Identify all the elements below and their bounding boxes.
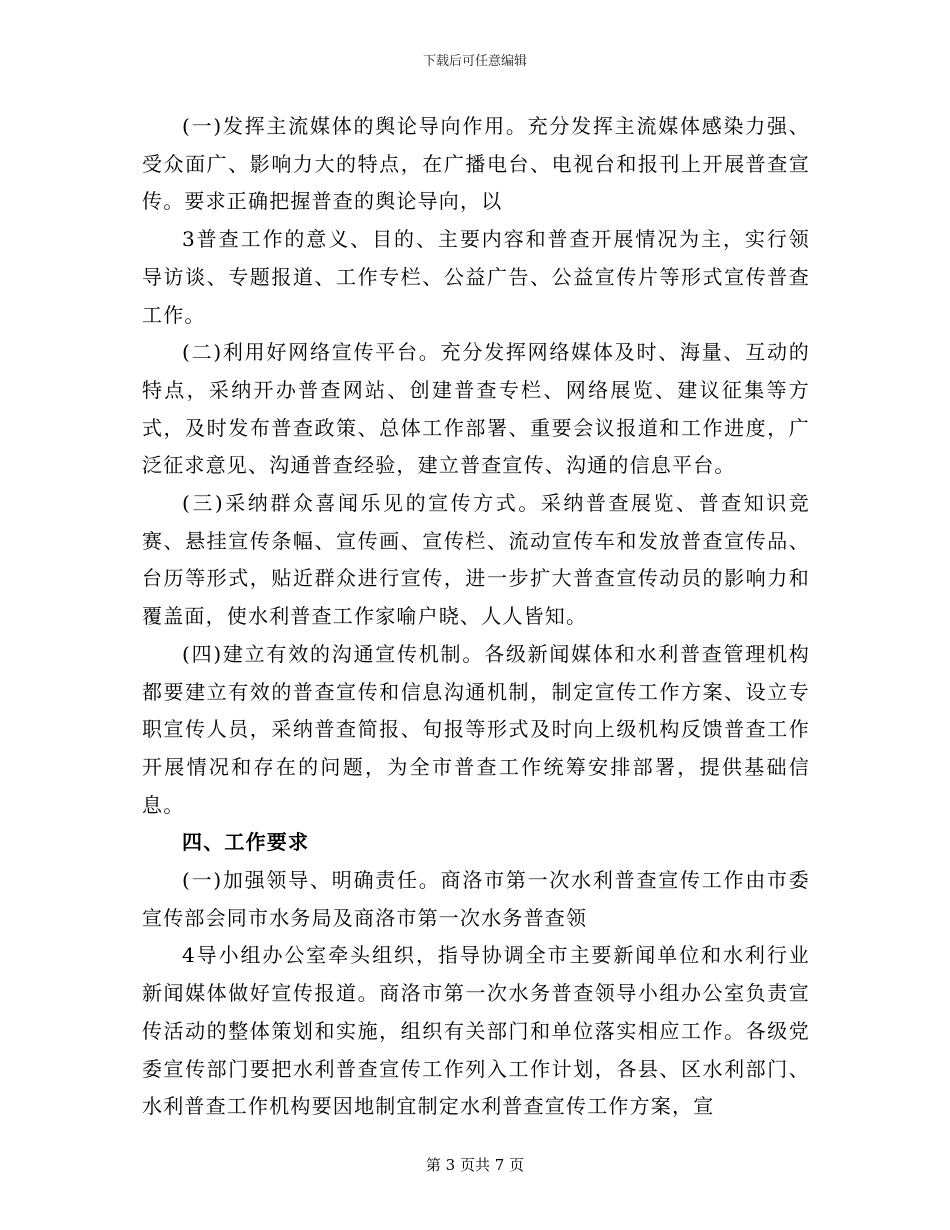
paragraph-organization: 4导小组办公室牵头组织，指导协调全市主要新闻单位和水利行业新闻媒体做好宣传报道。商洛市第一次水务普查领导小组办公室负责宣传活动的整体策划和实施，组织有关部门和单位落实相应工作。各级党委宣传部门要把水利普查宣传工作列入工作计划，各县、区水利部门、水利普查工作机构要因地制宜制定水利普查宣传工作方案，宣 [142, 943, 810, 1119]
paragraph-leadership: (一)加强领导、明确责任。商洛市第一次水利普查宣传工作由市委宣传部会同市水务局及商洛市第一次水务普查领 [142, 868, 810, 930]
document-body [142, 108, 810, 1126]
paragraph-public-methods: (三)采纳群众喜闻乐见的宣传方式。采纳普查展览、普查知识竞赛、悬挂宣传条幅、宣传画、宣传栏、流动宣传车和发放普查宣传品、台历等形式，贴近群众进行宣传，进一步扩大普查宣传动员的影响力和覆盖面，使水利普查工作家喻户晓、人人皆知。 [142, 491, 810, 629]
paragraph-mainstream-media: (一)发挥主流媒体的舆论导向作用。充分发挥主流媒体感染力强、受众面广、影响力大的特点，在广播电台、电视台和报刊上开展普查宣传。要求正确把握普查的舆论导向，以 [142, 114, 810, 214]
section-heading-work-requirements: 四、工作要求 [182, 830, 310, 855]
paragraph-network-platform: (二)利用好网络宣传平台。充分发挥网络媒体及时、海量、互动的特点，采纳开办普查网站、创建普查专栏、网络展览、建议征集等方式，及时发布普查政策、总体工作部署、重要会议报道和工作进度，广泛征求意见、沟通普查经验，建立普查宣传、沟通的信息平台。 [142, 340, 810, 478]
paragraph-communication-mechanism: (四)建立有效的沟通宣传机制。各级新闻媒体和水利普查管理机构都要建立有效的普查宣传和信息沟通机制，制定宣传工作方案、设立专职宣传人员，采纳普查简报、旬报等形式及时向上级机构反馈普查工作开展情况和存在的问题，为全市普查工作统筹安排部署，提供基础信息。 [142, 641, 810, 817]
page-number: 第 3 页共 7 页 [425, 1156, 525, 1174]
paragraph-publicity-content: 3普查工作的意义、目的、主要内容和普查开展情况为主，实行领导访谈、专题报道、工作专栏、公益广告、公益宣传片等形式宣传普查工作。 [142, 227, 810, 327]
page-header: 下载后可任意编辑 [422, 54, 527, 69]
